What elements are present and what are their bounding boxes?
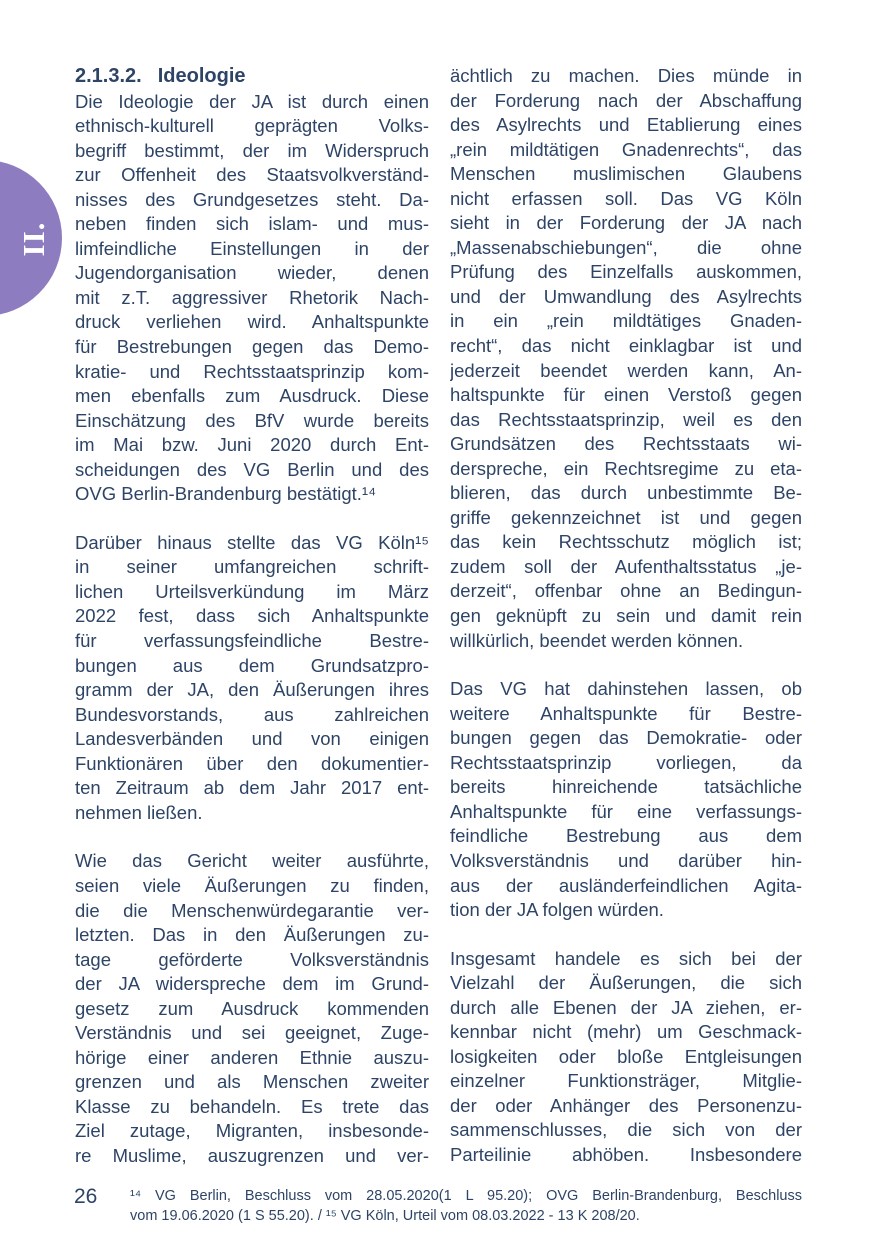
text-line: Vielzahl der Äußerungen, die sich	[450, 972, 802, 994]
section-heading-number: 2.1.3.2.	[75, 65, 142, 87]
text-line: ten Zeitraum ab dem Jahr 2017 ent-	[75, 777, 429, 799]
text-line: bungen gegen das Demokratie- oder	[450, 727, 802, 749]
footnote	[130, 1186, 802, 1226]
text-line: grenzen und als Menschen zweiter	[75, 1071, 429, 1093]
paragraph	[450, 677, 802, 922]
text-line: einzelner Funktionsträger, Mitglie-	[450, 1070, 802, 1092]
text-line: in ein „rein mildtätiges Gnaden-	[450, 310, 802, 332]
text-line: zudem soll der Aufenthaltsstatus „je-	[450, 555, 802, 577]
text-line: ächtlich zu machen. Dies münde in	[450, 65, 802, 86]
text-line: Bundesvorstands, aus zahlreichen	[75, 703, 429, 725]
text-line: gen geknüpft zu sein und damit rein	[450, 605, 802, 627]
text-line: zur Offenheit des Staatsvolkverständ-	[75, 164, 429, 186]
text-line: das Rechtsstaatsprinzip, weil es den	[450, 408, 802, 430]
text-line: druck verliehen wird. Anhaltspunkte	[75, 311, 429, 333]
text-line: re Muslime, auszugrenzen und ver-	[75, 1144, 429, 1166]
text-line: Parteilinie abhöben. Insbesondere	[450, 1143, 802, 1165]
text-line: mit z.T. aggressiver Rhetorik Nach-	[75, 286, 429, 308]
text-line: und der Umwandlung des Asylrechts	[450, 285, 802, 307]
text-line: hörige einer anderen Ethnie auszu-	[75, 1046, 429, 1068]
text-line: Volksverständnis und darüber hin-	[450, 849, 802, 871]
text-line: „Massenabschiebungen“, die ohne	[450, 236, 802, 258]
text-line: Anhaltspunkte für eine verfassungs-	[450, 800, 802, 822]
page-number: 26	[74, 1185, 98, 1208]
text-line: gramm der JA, den Äußerungen ihres	[75, 679, 429, 701]
text-line: willkürlich, beendet werden können.	[450, 629, 744, 651]
paragraph	[450, 64, 802, 653]
paragraph	[450, 947, 802, 1168]
text-line: nicht erfassen soll. Das VG Köln	[450, 187, 802, 209]
text-line: 2022 fest, dass sich Anhaltspunkte	[75, 605, 429, 627]
text-line: im Mai bzw. Juni 2020 durch Ent-	[75, 434, 429, 456]
text-line: begriff bestimmt, der im Widerspruch	[75, 139, 429, 161]
text-line: bereits hinreichende tatsächliche	[450, 776, 802, 798]
text-line: aus der ausländerfeindlichen Agita-	[450, 874, 802, 896]
text-line: sammenschlusses, die sich von der	[450, 1119, 802, 1141]
text-line: für Bestrebungen gegen das Demo-	[75, 336, 429, 358]
paragraph	[75, 531, 429, 826]
text-line: durch alle Ebenen der JA ziehen, er-	[450, 996, 802, 1018]
text-line: der Forderung nach der Abschaffung	[450, 89, 802, 111]
text-line: nehmen ließen.	[75, 801, 203, 823]
text-line: Grundsätzen des Rechtsstaats wi-	[450, 433, 802, 455]
text-line: gesetz zum Ausdruck kommenden	[75, 997, 429, 1019]
text-line: kratie- und Rechtsstaatsprinzip kom-	[75, 360, 429, 382]
text-line: letzten. Das in den Äußerungen zu-	[75, 924, 429, 946]
text-line: OVG Berlin-Brandenburg bestätigt.¹⁴	[75, 483, 377, 505]
section-tab-label: II.	[16, 221, 51, 257]
text-line: „rein mildtätigen Gnadenrechts“, das	[450, 138, 802, 160]
text-line: Darüber hinaus stellte das VG Köln¹⁵	[75, 531, 429, 553]
section-heading-title: Ideologie	[157, 65, 246, 87]
paragraph	[75, 90, 429, 507]
text-line: Jugendorganisation wieder, denen	[75, 262, 429, 284]
text-line: men ebenfalls zum Ausdruck. Diese	[75, 385, 429, 407]
text-line: Funktionären über den dokumentier-	[75, 752, 429, 774]
text-line: Die Ideologie der JA ist durch einen	[75, 90, 429, 112]
text-line: für verfassungsfeindliche Bestre-	[75, 630, 429, 652]
text-line: Insgesamt handele es sich bei der	[450, 947, 802, 969]
text-line: limfeindliche Einstellungen in der	[75, 237, 429, 259]
text-line: losigkeiten oder bloße Entgleisungen	[450, 1045, 802, 1067]
text-line: derspreche, ein Rechtsregime zu eta-	[450, 457, 802, 479]
text-line: recht“, das nicht einklagbar ist und	[450, 335, 802, 357]
text-line: Klasse zu behandeln. Es trete das	[75, 1095, 429, 1117]
text-line: sieht in der Forderung der JA nach	[450, 212, 802, 234]
text-line: Rechtsstaatsprinzip vorliegen, da	[450, 751, 802, 773]
section-heading	[75, 64, 429, 89]
text-line: die die Menschenwürdegarantie ver-	[75, 899, 429, 921]
text-line: lichen Urteilsverkündung im März	[75, 580, 429, 602]
paragraph	[75, 849, 429, 1168]
text-line: scheidungen des VG Berlin und des	[75, 458, 429, 480]
text-line: Prüfung des Einzelfalls auskommen,	[450, 261, 802, 283]
text-line: Menschen muslimischen Glaubens	[450, 163, 802, 185]
text-line: blieren, das durch unbestimmte Be-	[450, 482, 802, 504]
text-line: weitere Anhaltspunkte für Bestre-	[450, 702, 802, 724]
column-right	[450, 64, 802, 1168]
text-line: kennbar nicht (mehr) um Geschmack-	[450, 1021, 802, 1043]
text-line: Ziel zutage, Migranten, insbesonde-	[75, 1120, 429, 1142]
text-line: der JA widerspreche dem im Grund-	[75, 973, 429, 995]
footnote-line: ¹⁴ VG Berlin, Beschluss vom 28.05.2020(1 L 95.20); OVG Berlin-Brandenburg, Beschluss	[130, 1188, 802, 1204]
text-line: jederzeit beendet werden kann, An-	[450, 359, 802, 381]
text-line: der oder Anhänger des Personenzu-	[450, 1094, 802, 1116]
text-line: Einschätzung des BfV wurde bereits	[75, 409, 429, 431]
column-left	[75, 64, 429, 1169]
text-line: Landesverbänden und von einigen	[75, 728, 429, 750]
text-line: griffe gekennzeichnet ist und gegen	[450, 506, 802, 528]
text-line: Verständnis und sei geeignet, Zuge-	[75, 1022, 429, 1044]
text-line: tage geförderte Volksverständnis	[75, 948, 429, 970]
text-line: haltspunkte für einen Verstoß gegen	[450, 384, 802, 406]
text-line: bungen aus dem Grundsatzpro-	[75, 654, 429, 676]
text-line: Wie das Gericht weiter ausführte,	[75, 850, 429, 872]
text-line: das kein Rechtsschutz möglich ist;	[450, 531, 802, 553]
text-line: des Asylrechts und Etablierung eines	[450, 114, 802, 136]
text-line: in seiner umfangreichen schrift-	[75, 556, 429, 578]
text-line: seien viele Äußerungen zu finden,	[75, 874, 429, 896]
text-line: neben finden sich islam- und mus-	[75, 213, 429, 235]
footnote-line: vom 19.06.2020 (1 S 55.20). / ¹⁵ VG Köln, Urteil vom 08.03.2022 - 13 K 208/20.	[130, 1208, 640, 1224]
text-line: tion der JA folgen würden.	[450, 899, 664, 921]
text-line: feindliche Bestrebung aus dem	[450, 825, 802, 847]
text-line: Das VG hat dahinstehen lassen, ob	[450, 678, 802, 700]
text-line: nisses des Grundgesetzes steht. Da-	[75, 188, 429, 210]
text-line: ethnisch-kulturell geprägten Volks-	[75, 115, 429, 137]
text-line: derzeit“, offenbar ohne an Bedingun-	[450, 580, 802, 602]
